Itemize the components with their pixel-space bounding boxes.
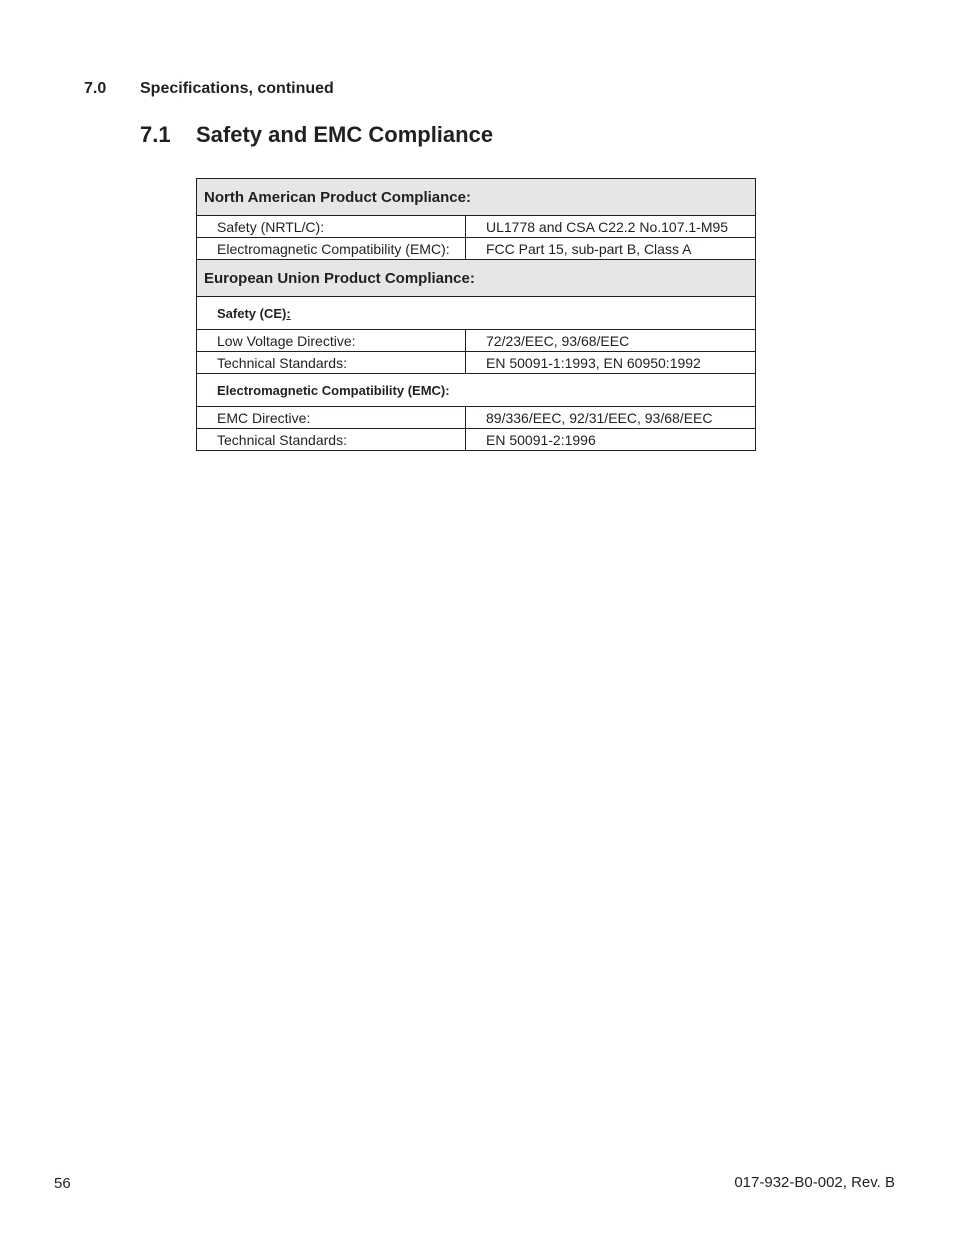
table-row [197,216,756,238]
safety-subheading-text: Safety (CE) [217,305,287,321]
section-title [140,122,493,148]
table-row [197,238,756,260]
row-value: UL1778 and CSA C22.2 No.107.1-M95 [466,216,756,238]
row-label: Technical Standards: [197,429,466,451]
page-number: 56 [54,1175,71,1192]
row-value: EN 50091-1:1993, EN 60950:1992 [466,352,756,374]
table-row [197,407,756,429]
safety-subheading-colon: : [286,305,291,321]
section-number: 7.1 [140,122,171,147]
row-label: Safety (NRTL/C): [197,216,466,238]
table-subheading-safety [197,297,756,330]
table-band-north-america [197,179,756,216]
running-head-text: Specifications, continued [140,80,334,97]
row-label: Electromagnetic Compatibility (EMC): [197,238,466,260]
table-subheading-emc [197,374,756,407]
table-band-european-union [197,260,756,297]
emc-subheading: Electromagnetic Compatibility (EMC): [197,374,756,407]
row-value: 72/23/EEC, 93/68/EEC [466,330,756,352]
running-head [84,80,334,98]
row-label: Low Voltage Directive: [197,330,466,352]
table-row [197,429,756,451]
document-id: 017-932-B0-002, Rev. B [734,1174,895,1191]
table-row [197,352,756,374]
compliance-table [196,178,756,451]
row-value: EN 50091-2:1996 [466,429,756,451]
row-value: FCC Part 15, sub-part B, Class A [466,238,756,260]
row-value: 89/336/EEC, 92/31/EEC, 93/68/EEC [466,407,756,429]
row-label: EMC Directive: [197,407,466,429]
row-label: Technical Standards: [197,352,466,374]
running-head-number: 7.0 [84,80,107,97]
european-union-heading: European Union Product Compliance: [197,260,756,297]
table-row [197,330,756,352]
safety-subheading [197,297,756,330]
north-america-heading: North American Product Compliance: [197,179,756,216]
section-title-text: Safety and EMC Compliance [196,122,494,147]
